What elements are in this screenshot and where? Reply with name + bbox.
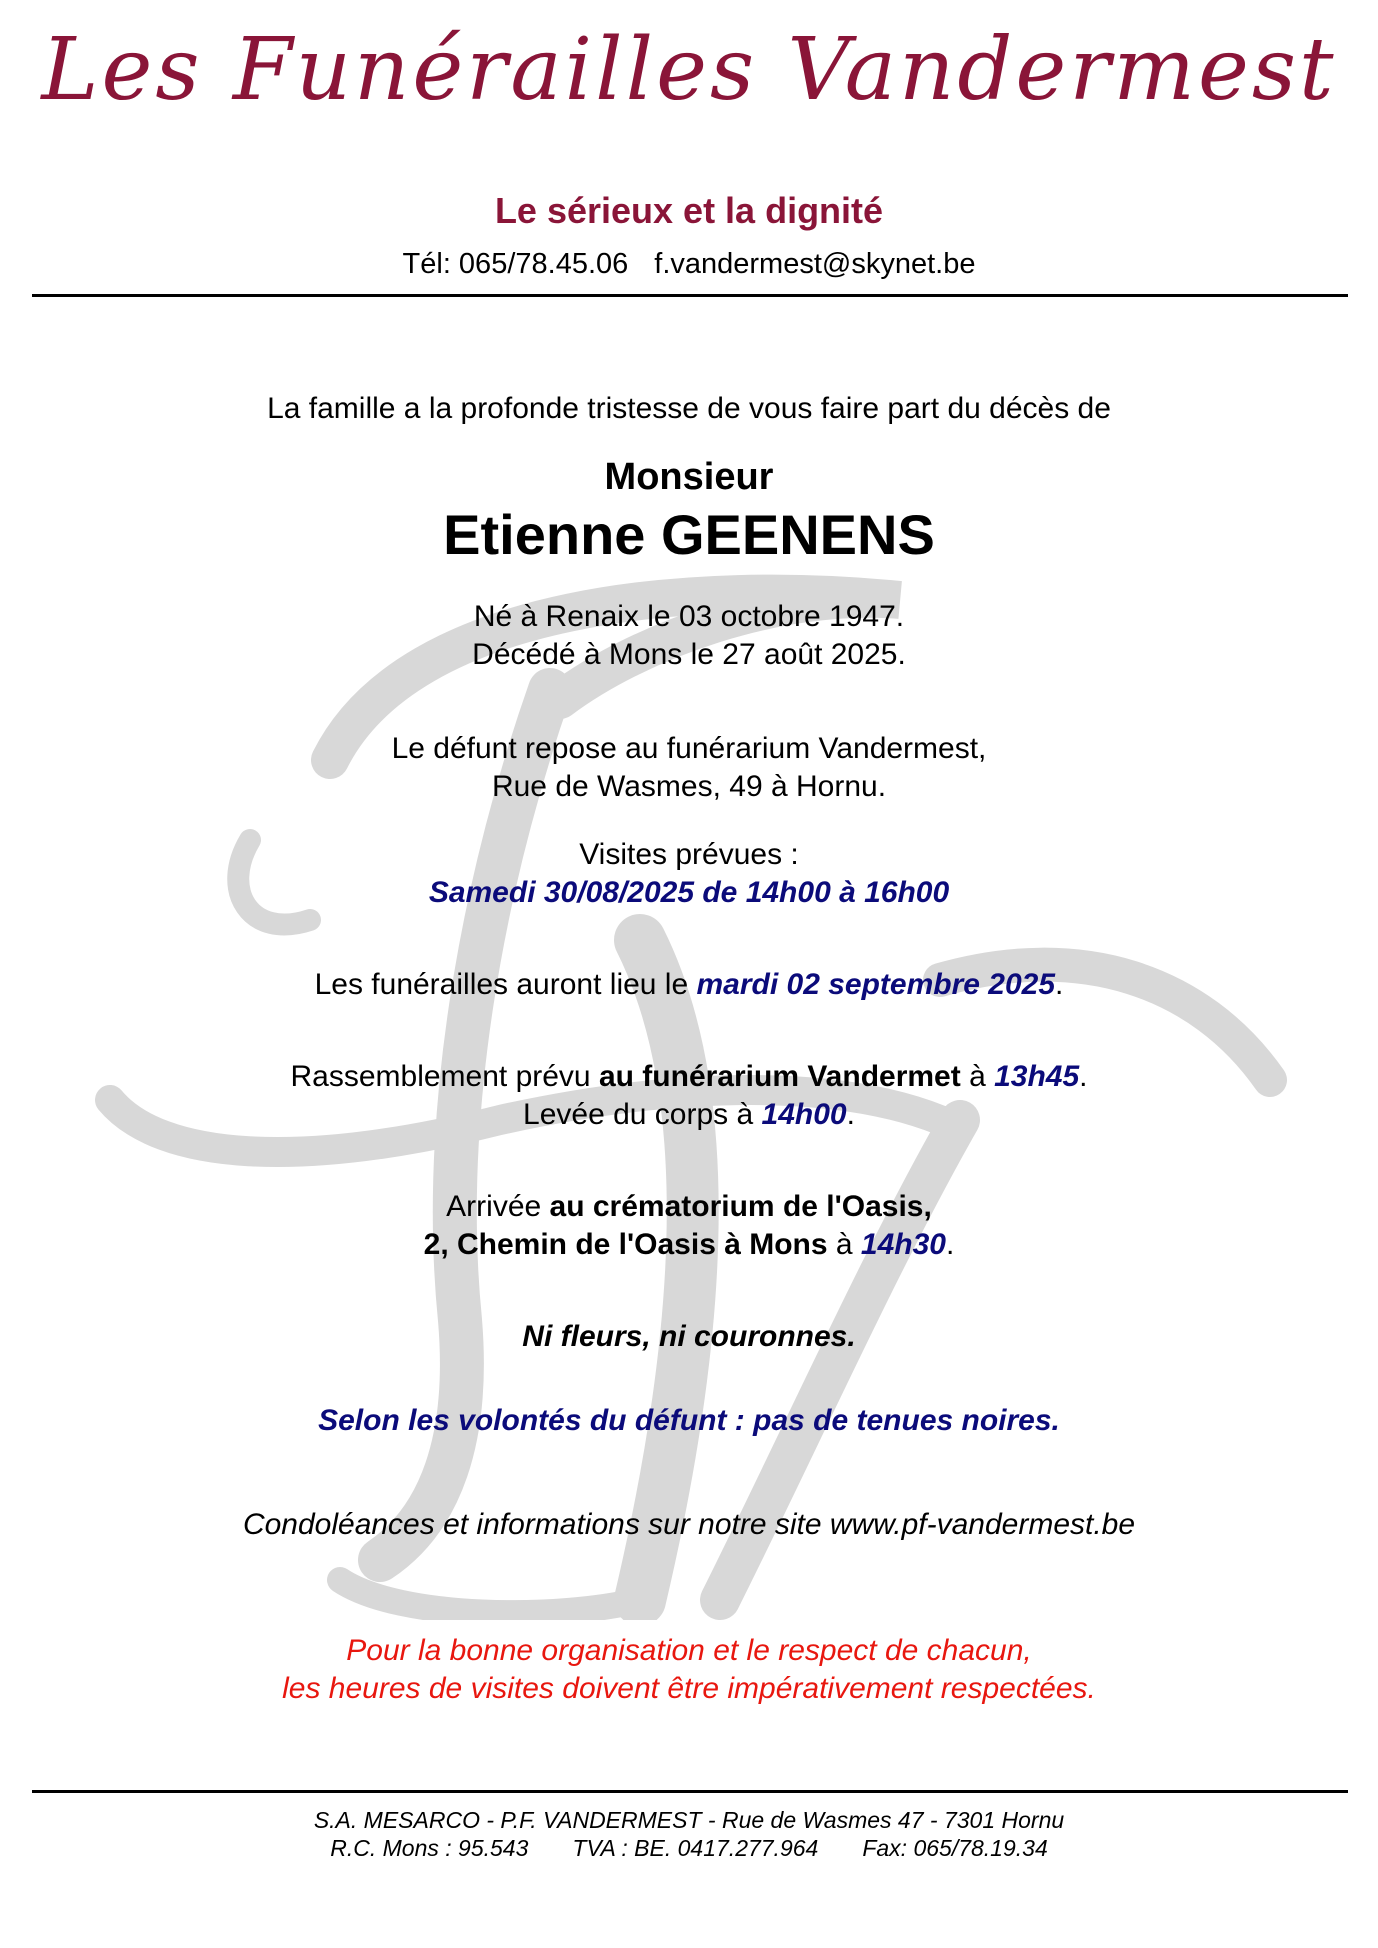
birth-info: Né à Renaix le 03 octobre 1947. — [473, 600, 905, 633]
brand-title: Les Funérailles Vandermest — [41, 20, 1337, 120]
levee-line — [0, 1096, 1378, 1134]
funeral-suffix: . — [1055, 968, 1064, 1001]
footer-divider — [32, 1790, 1348, 1793]
funeral-line — [0, 966, 1378, 1004]
gathering-line — [0, 1058, 1378, 1096]
header-divider — [32, 294, 1348, 297]
footer-tva: TVA : BE. 0417.277.964 — [572, 1835, 819, 1861]
arrival-suffix: . — [946, 1228, 955, 1261]
intro-text: La famille a la profonde tristesse de vous faire part du décès de — [267, 392, 1111, 425]
visits-schedule: Samedi 30/08/2025 de 14h00 à 16h00 — [428, 876, 950, 909]
deceased-name: Etienne GEENENS — [443, 503, 935, 566]
dress-note: Selon les volontés du défunt : pas de tenues noires. — [318, 1404, 1060, 1437]
flowers-note: Ni fleurs, ni couronnes. — [522, 1320, 856, 1353]
rest-line-1: Le défunt repose au funérarium Vandermest, — [391, 732, 987, 765]
arrival-place: au crématorium de l'Oasis, — [549, 1190, 932, 1223]
gathering-mid: à — [960, 1060, 995, 1093]
arrival-line-1 — [0, 1188, 1378, 1226]
gathering-prefix: Rassemblement prévu — [290, 1060, 599, 1093]
phone-number: Tél: 065/78.45.06 — [402, 248, 629, 280]
arrival-address: 2, Chemin de l'Oasis à Mons — [423, 1228, 828, 1261]
footer-registration-line — [0, 1834, 1378, 1862]
gathering-time: 13h45 — [994, 1060, 1080, 1093]
visits-label: Visites prévues : — [579, 838, 799, 871]
funeral-prefix: Les funérailles auront lieu le — [314, 968, 697, 1001]
arrival-line-2 — [0, 1226, 1378, 1264]
gathering-place: au funérarium Vandermet — [598, 1060, 961, 1093]
tagline: Le sérieux et la dignité — [494, 190, 884, 231]
rest-line-2: Rue de Wasmes, 49 à Hornu. — [491, 770, 887, 803]
email-address[interactable]: f.vandermest@skynet.be — [654, 248, 976, 280]
levee-time: 14h00 — [761, 1098, 847, 1131]
funeral-date: mardi 02 septembre 2025 — [696, 968, 1056, 1001]
contact-line — [0, 248, 1378, 281]
levee-suffix: . — [846, 1098, 855, 1131]
website-note: Condoléances et informations sur notre site www.pf-vandermest.be — [242, 1508, 1136, 1541]
arrival-prefix: Arrivée — [446, 1190, 550, 1223]
footer-company-line: S.A. MESARCO - P.F. VANDERMEST - Rue de Wasmes 47 - 7301 Hornu — [313, 1807, 1065, 1833]
gathering-suffix: . — [1079, 1060, 1088, 1093]
warning-line-2: les heures de visites doivent être impérativement respectées. — [282, 1672, 1096, 1705]
arrival-time: 14h30 — [860, 1228, 946, 1261]
warning-line-1: Pour la bonne organisation et le respect de chacun, — [346, 1634, 1032, 1667]
death-info: Décédé à Mons le 27 août 2025. — [472, 638, 906, 671]
arrival-mid: à — [827, 1228, 861, 1261]
footer-fax: Fax: 065/78.19.34 — [862, 1835, 1048, 1861]
footer-rc: R.C. Mons : 95.543 — [330, 1835, 529, 1861]
honorific: Monsieur — [604, 456, 774, 498]
levee-prefix: Levée du corps à — [523, 1098, 762, 1131]
